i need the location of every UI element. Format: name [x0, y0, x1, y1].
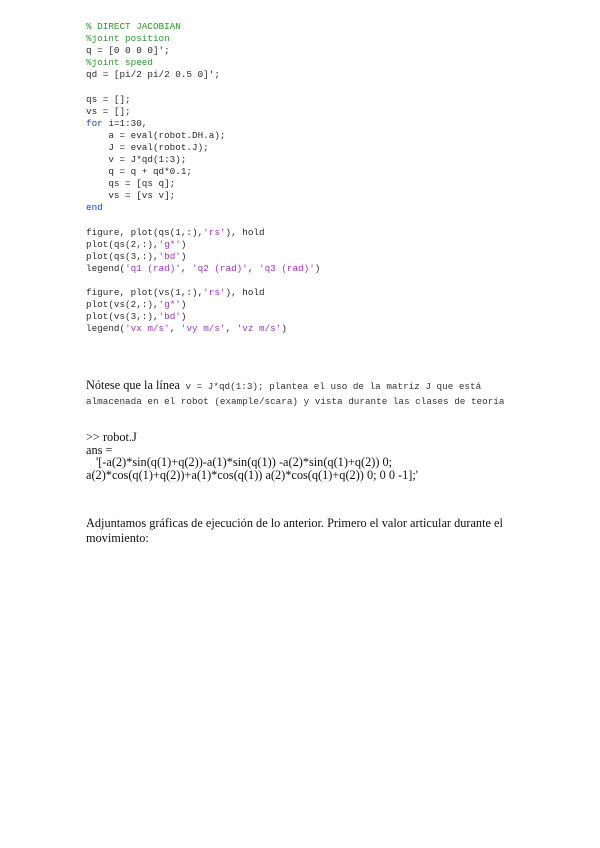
code-line [86, 142, 320, 154]
code-token: J = eval(robot.J); [86, 141, 209, 153]
code-line [86, 323, 320, 335]
code-line [86, 227, 320, 239]
code-token: plot(qs(3,:), [86, 250, 159, 262]
code-token: %joint speed [86, 57, 153, 69]
code-token: i=1:30, [102, 117, 148, 129]
code-token: qs = [qs q]; [86, 178, 176, 190]
code-line [86, 130, 320, 142]
code-token: 'vx m/s' [125, 323, 170, 335]
explanation-paragraph [86, 379, 516, 408]
code-line [86, 33, 320, 45]
graphs-intro-paragraph: Adjuntamos gráficas de ejecución de lo anterior. Primero el valor articular durante el movimiento: [86, 516, 503, 545]
code-token: , [247, 262, 259, 274]
code-line [86, 299, 320, 311]
code-token: , [225, 323, 237, 335]
code-line [86, 69, 320, 81]
console-ans-label: ans = [86, 442, 113, 457]
code-token: ), hold [225, 226, 265, 238]
code-token: for [86, 117, 103, 129]
code-line [86, 166, 320, 178]
code-line [86, 251, 320, 263]
console-result-line-1: '[-a(2)*sin(q(1)+q(2))-a(1)*sin(q(1)) -a(2)*sin(q(1)+q(2)) 0; [96, 455, 393, 470]
code-token: q = q + qd*0.1; [86, 166, 193, 178]
code-token: ) [281, 323, 287, 335]
matlab-code-block [86, 21, 320, 335]
code-line [86, 215, 320, 227]
code-token: ) [180, 299, 187, 311]
code-token: plot(vs(3,:), [86, 311, 159, 323]
code-token: ) [180, 250, 187, 262]
code-token: 'rs' [203, 226, 226, 238]
code-line [86, 45, 320, 57]
code-token: 'vy m/s' [180, 323, 226, 335]
code-line [86, 287, 320, 299]
inline-code-explanation: v = J*qd(1:3); plantea el uso de la matriz J que está almacenada en el robot (example/scara) y vista durante las clases de teoría [86, 381, 505, 407]
code-token: 'rs' [203, 287, 226, 299]
code-token: ), hold [225, 287, 265, 299]
code-token: , [180, 262, 193, 274]
code-line [86, 118, 320, 130]
console-output [86, 431, 526, 481]
code-line [86, 178, 320, 190]
code-line [86, 275, 320, 287]
code-line [86, 81, 320, 93]
code-token: q = [0 0 0 0]'; [86, 45, 170, 57]
code-line [86, 57, 320, 69]
code-token: 'q2 (rad)' [192, 262, 248, 274]
code-token: qd = [pi/2 pi/2 0.5 0]'; [86, 69, 220, 81]
code-token: 'bd' [158, 250, 181, 262]
code-token: end [86, 202, 103, 214]
code-token: figure, plot(qs(1,:), [86, 226, 204, 238]
code-token: ) [180, 238, 187, 250]
console-result-line-2: a(2)*cos(q(1)+q(2))+a(1)*cos(q(1)) a(2)*cos(q(1)+q(2)) 0; 0 0 -1];' [86, 467, 419, 482]
code-line [86, 311, 320, 323]
code-token: 'vz m/s' [236, 323, 282, 335]
code-token: vs = []; [86, 105, 131, 117]
code-line [86, 94, 320, 106]
code-token: legend( [86, 323, 126, 335]
code-token: , [169, 323, 181, 335]
code-token: figure, plot(vs(1,:), [86, 287, 204, 299]
code-line [86, 106, 320, 118]
code-token: a = eval(robot.DH.a); [86, 129, 226, 141]
code-token: qs = []; [86, 93, 131, 105]
code-token: plot(qs(2,:), [86, 238, 159, 250]
code-token: 'q1 (rad)' [125, 262, 181, 274]
code-line [86, 21, 320, 33]
explanation-text: Nótese que la línea [86, 378, 180, 392]
code-line [86, 239, 320, 251]
code-token: 'g*' [158, 299, 181, 311]
code-token: 'q3 (rad)' [259, 262, 315, 274]
code-line [86, 263, 320, 275]
code-token: vs = [vs v]; [86, 190, 176, 202]
code-line [86, 202, 320, 214]
code-token: plot(vs(2,:), [86, 299, 159, 311]
code-line [86, 190, 320, 202]
code-token: 'bd' [158, 311, 181, 323]
console-command: >> robot.J [86, 430, 137, 444]
code-token: ) [180, 311, 187, 323]
code-token: %joint position [86, 33, 170, 45]
code-token: % DIRECT JACOBIAN [86, 21, 181, 32]
code-line [86, 154, 320, 166]
code-token: 'g*' [158, 238, 181, 250]
code-token: v = J*qd(1:3); [86, 154, 187, 166]
code-token: ) [314, 262, 321, 274]
code-token: legend( [86, 262, 126, 274]
